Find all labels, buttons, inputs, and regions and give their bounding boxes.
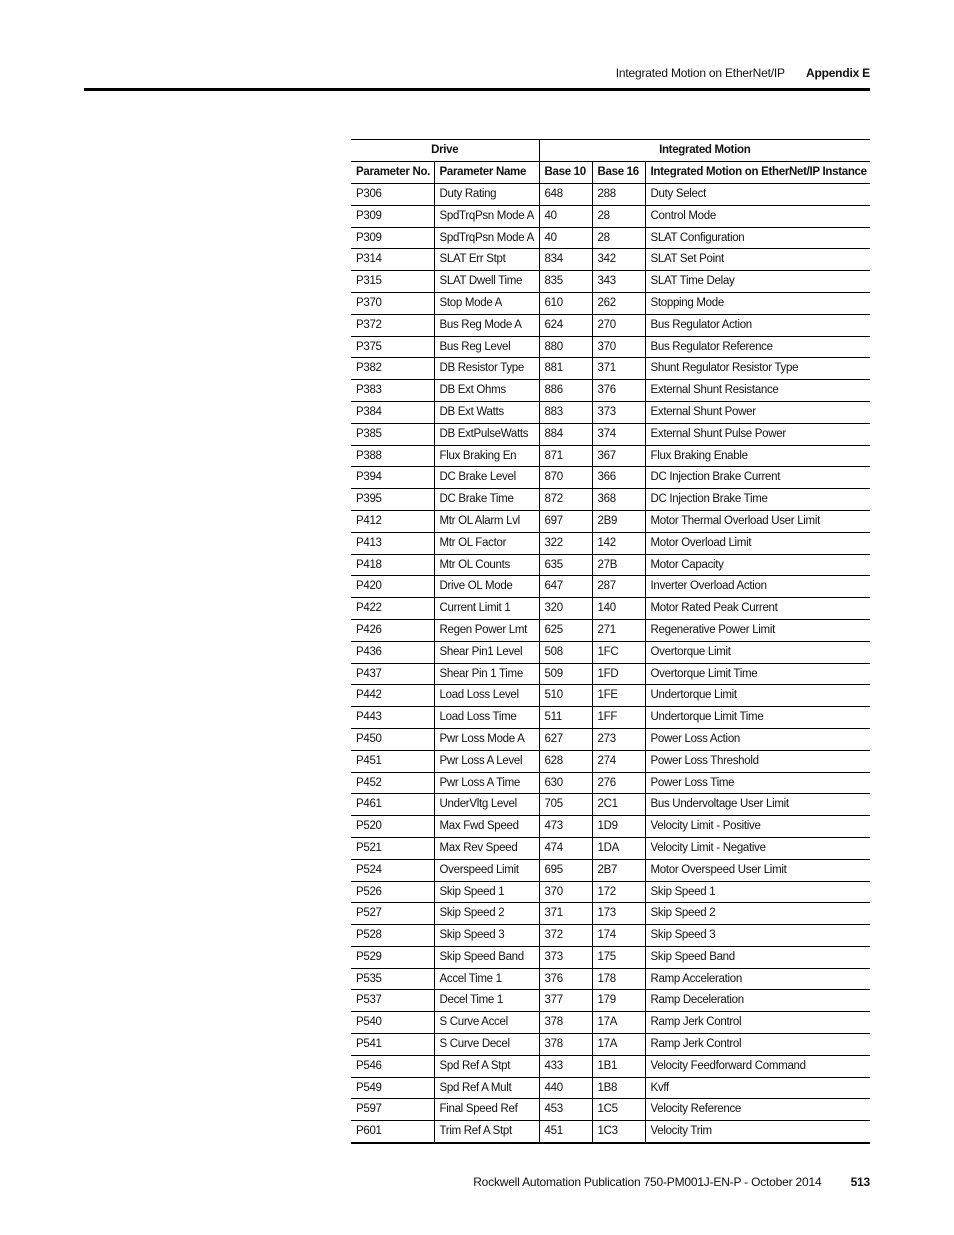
base10-cell: 371 xyxy=(539,903,592,925)
param-name-cell: S Curve Decel xyxy=(434,1034,539,1056)
table-row xyxy=(351,271,870,293)
param-name-cell: Mtr OL Factor xyxy=(434,532,539,554)
param-name-cell: SLAT Dwell Time xyxy=(434,271,539,293)
table-row xyxy=(351,314,870,336)
base10-cell: 440 xyxy=(539,1077,592,1099)
base16-cell: 17A xyxy=(592,1034,645,1056)
base10-cell: 508 xyxy=(539,641,592,663)
base16-cell: 1FE xyxy=(592,685,645,707)
base10-cell: 871 xyxy=(539,445,592,467)
base10-cell: 886 xyxy=(539,380,592,402)
instance-cell: External Shunt Power xyxy=(645,401,870,423)
param-no-cell: P315 xyxy=(351,271,434,293)
instance-cell: Ramp Deceleration xyxy=(645,990,870,1012)
base10-cell: 880 xyxy=(539,336,592,358)
param-name-cell: Max Fwd Speed xyxy=(434,816,539,838)
base10-cell: 373 xyxy=(539,946,592,968)
param-no-cell: P597 xyxy=(351,1099,434,1121)
param-name-cell: Flux Braking En xyxy=(434,445,539,467)
base10-cell: 627 xyxy=(539,728,592,750)
param-no-cell: P395 xyxy=(351,489,434,511)
table-row xyxy=(351,707,870,729)
instance-cell: Kvff xyxy=(645,1077,870,1099)
table-row xyxy=(351,401,870,423)
instance-cell: Control Mode xyxy=(645,205,870,227)
param-no-cell: P535 xyxy=(351,968,434,990)
param-no-cell: P546 xyxy=(351,1055,434,1077)
base10-cell: 835 xyxy=(539,271,592,293)
group-header-drive: Drive xyxy=(351,140,539,162)
table-row xyxy=(351,205,870,227)
param-name-cell: UnderVltg Level xyxy=(434,794,539,816)
base10-cell: 624 xyxy=(539,314,592,336)
base10-cell: 511 xyxy=(539,707,592,729)
base16-cell: 366 xyxy=(592,467,645,489)
base16-cell: 27B xyxy=(592,554,645,576)
param-name-cell: Shear Pin 1 Time xyxy=(434,663,539,685)
param-name-cell: Skip Speed 2 xyxy=(434,903,539,925)
instance-cell: Skip Speed 2 xyxy=(645,903,870,925)
instance-cell: Power Loss Threshold xyxy=(645,750,870,772)
param-no-cell: P526 xyxy=(351,881,434,903)
base16-cell: 1FD xyxy=(592,663,645,685)
base10-cell: 322 xyxy=(539,532,592,554)
base16-cell: 1DA xyxy=(592,837,645,859)
base10-cell: 647 xyxy=(539,576,592,598)
base10-cell: 376 xyxy=(539,968,592,990)
base10-cell: 320 xyxy=(539,598,592,620)
table-row xyxy=(351,772,870,794)
param-no-cell: P521 xyxy=(351,837,434,859)
base10-cell: 377 xyxy=(539,990,592,1012)
base10-cell: 433 xyxy=(539,1055,592,1077)
param-no-cell: P520 xyxy=(351,816,434,838)
base16-cell: 1D9 xyxy=(592,816,645,838)
param-no-cell: P418 xyxy=(351,554,434,576)
instance-cell: Flux Braking Enable xyxy=(645,445,870,467)
base10-cell: 378 xyxy=(539,1012,592,1034)
param-name-cell: Load Loss Level xyxy=(434,685,539,707)
param-no-cell: P450 xyxy=(351,728,434,750)
table-row xyxy=(351,816,870,838)
param-no-cell: P436 xyxy=(351,641,434,663)
base10-cell: 635 xyxy=(539,554,592,576)
table-row xyxy=(351,249,870,271)
column-header-base-16: Base 16 xyxy=(592,162,645,184)
base10-cell: 474 xyxy=(539,837,592,859)
base16-cell: 2B9 xyxy=(592,510,645,532)
instance-cell: Velocity Limit - Positive xyxy=(645,816,870,838)
table-row xyxy=(351,641,870,663)
base10-cell: 510 xyxy=(539,685,592,707)
table-row xyxy=(351,750,870,772)
base16-cell: 368 xyxy=(592,489,645,511)
param-name-cell: Skip Speed 1 xyxy=(434,881,539,903)
param-no-cell: P549 xyxy=(351,1077,434,1099)
page-number: 513 xyxy=(850,1175,870,1189)
instance-cell: Shunt Regulator Resistor Type xyxy=(645,358,870,380)
base10-cell: 453 xyxy=(539,1099,592,1121)
param-no-cell: P383 xyxy=(351,380,434,402)
base10-cell: 872 xyxy=(539,489,592,511)
instance-cell: Motor Capacity xyxy=(645,554,870,576)
instance-cell: Bus Regulator Action xyxy=(645,314,870,336)
param-no-cell: P437 xyxy=(351,663,434,685)
instance-cell: Skip Speed Band xyxy=(645,946,870,968)
base16-cell: 287 xyxy=(592,576,645,598)
param-no-cell: P443 xyxy=(351,707,434,729)
base10-cell: 372 xyxy=(539,925,592,947)
param-no-cell: P524 xyxy=(351,859,434,881)
param-no-cell: P442 xyxy=(351,685,434,707)
table-row xyxy=(351,837,870,859)
table-row xyxy=(351,184,870,206)
param-no-cell: P452 xyxy=(351,772,434,794)
column-header-parameter-name: Parameter Name xyxy=(434,162,539,184)
param-no-cell: P372 xyxy=(351,314,434,336)
page-header xyxy=(616,66,870,80)
param-name-cell: Stop Mode A xyxy=(434,292,539,314)
param-name-cell: DB Ext Watts xyxy=(434,401,539,423)
column-header-row xyxy=(351,162,870,184)
chapter-title: Integrated Motion on EtherNet/IP xyxy=(615,66,785,80)
page-footer xyxy=(473,1175,870,1189)
param-name-cell: Shear Pin1 Level xyxy=(434,641,539,663)
base16-cell: 172 xyxy=(592,881,645,903)
table-row xyxy=(351,619,870,641)
base10-cell: 884 xyxy=(539,423,592,445)
param-name-cell: Mtr OL Alarm Lvl xyxy=(434,510,539,532)
column-header-base-10: Base 10 xyxy=(539,162,592,184)
table-row xyxy=(351,292,870,314)
base16-cell: 1FF xyxy=(592,707,645,729)
param-no-cell: P375 xyxy=(351,336,434,358)
param-name-cell: Spd Ref A Mult xyxy=(434,1077,539,1099)
param-no-cell: P370 xyxy=(351,292,434,314)
base16-cell: 371 xyxy=(592,358,645,380)
param-no-cell: P422 xyxy=(351,598,434,620)
param-name-cell: Regen Power Lmt xyxy=(434,619,539,641)
param-no-cell: P384 xyxy=(351,401,434,423)
param-name-cell: Pwr Loss A Level xyxy=(434,750,539,772)
param-name-cell: Decel Time 1 xyxy=(434,990,539,1012)
table-row xyxy=(351,510,870,532)
param-no-cell: P309 xyxy=(351,205,434,227)
base10-cell: 705 xyxy=(539,794,592,816)
instance-cell: Bus Regulator Reference xyxy=(645,336,870,358)
instance-cell: Duty Select xyxy=(645,184,870,206)
base10-cell: 628 xyxy=(539,750,592,772)
param-no-cell: P394 xyxy=(351,467,434,489)
table-row xyxy=(351,598,870,620)
instance-cell: Ramp Jerk Control xyxy=(645,1034,870,1056)
param-name-cell: DC Brake Time xyxy=(434,489,539,511)
base16-cell: 270 xyxy=(592,314,645,336)
base16-cell: 342 xyxy=(592,249,645,271)
table-row xyxy=(351,1012,870,1034)
base10-cell: 451 xyxy=(539,1121,592,1143)
param-no-cell: P382 xyxy=(351,358,434,380)
table-row xyxy=(351,380,870,402)
table-row xyxy=(351,1099,870,1121)
param-no-cell: P461 xyxy=(351,794,434,816)
base16-cell: 370 xyxy=(592,336,645,358)
table-row xyxy=(351,968,870,990)
instance-cell: Undertorque Limit Time xyxy=(645,707,870,729)
table-row xyxy=(351,794,870,816)
instance-cell: Regenerative Power Limit xyxy=(645,619,870,641)
table-row xyxy=(351,467,870,489)
base16-cell: 276 xyxy=(592,772,645,794)
table-row xyxy=(351,358,870,380)
instance-cell: External Shunt Resistance xyxy=(645,380,870,402)
table-row xyxy=(351,903,870,925)
param-name-cell: S Curve Accel xyxy=(434,1012,539,1034)
param-name-cell: SLAT Err Stpt xyxy=(434,249,539,271)
param-no-cell: P537 xyxy=(351,990,434,1012)
table-row xyxy=(351,576,870,598)
base10-cell: 509 xyxy=(539,663,592,685)
base16-cell: 173 xyxy=(592,903,645,925)
appendix-label: Appendix E xyxy=(805,66,870,80)
base16-cell: 2B7 xyxy=(592,859,645,881)
parameter-mapping-table xyxy=(351,139,870,1144)
table-row xyxy=(351,423,870,445)
base16-cell: 374 xyxy=(592,423,645,445)
instance-cell: Skip Speed 1 xyxy=(645,881,870,903)
param-name-cell: DB Resistor Type xyxy=(434,358,539,380)
table-row xyxy=(351,1077,870,1099)
table-row xyxy=(351,1055,870,1077)
param-name-cell: Pwr Loss A Time xyxy=(434,772,539,794)
table-row xyxy=(351,532,870,554)
base16-cell: 274 xyxy=(592,750,645,772)
table-row xyxy=(351,227,870,249)
base16-cell: 367 xyxy=(592,445,645,467)
base16-cell: 343 xyxy=(592,271,645,293)
instance-cell: Stopping Mode xyxy=(645,292,870,314)
base10-cell: 648 xyxy=(539,184,592,206)
instance-cell: Motor Rated Peak Current xyxy=(645,598,870,620)
param-name-cell: DB Ext Ohms xyxy=(434,380,539,402)
publication-info: Rockwell Automation Publication 750-PM001J-EN-P - October 2014 xyxy=(473,1175,822,1189)
base16-cell: 262 xyxy=(592,292,645,314)
param-name-cell: Current Limit 1 xyxy=(434,598,539,620)
table-row xyxy=(351,1121,870,1143)
param-name-cell: DB ExtPulseWatts xyxy=(434,423,539,445)
param-no-cell: P314 xyxy=(351,249,434,271)
base16-cell: 28 xyxy=(592,227,645,249)
base10-cell: 370 xyxy=(539,881,592,903)
base16-cell: 288 xyxy=(592,184,645,206)
base16-cell: 273 xyxy=(592,728,645,750)
instance-cell: Overtorque Limit Time xyxy=(645,663,870,685)
base10-cell: 695 xyxy=(539,859,592,881)
param-name-cell: Max Rev Speed xyxy=(434,837,539,859)
instance-cell: SLAT Set Point xyxy=(645,249,870,271)
base10-cell: 883 xyxy=(539,401,592,423)
table-row xyxy=(351,336,870,358)
base10-cell: 40 xyxy=(539,205,592,227)
instance-cell: Velocity Trim xyxy=(645,1121,870,1143)
base16-cell: 1B1 xyxy=(592,1055,645,1077)
table-body xyxy=(351,184,870,1144)
instance-cell: External Shunt Pulse Power xyxy=(645,423,870,445)
instance-cell: Power Loss Action xyxy=(645,728,870,750)
param-name-cell: Overspeed Limit xyxy=(434,859,539,881)
param-name-cell: Trim Ref A Stpt xyxy=(434,1121,539,1143)
instance-cell: Velocity Reference xyxy=(645,1099,870,1121)
param-no-cell: P529 xyxy=(351,946,434,968)
param-name-cell: Duty Rating xyxy=(434,184,539,206)
param-no-cell: P385 xyxy=(351,423,434,445)
base10-cell: 834 xyxy=(539,249,592,271)
table-row xyxy=(351,728,870,750)
table-row xyxy=(351,925,870,947)
table-row xyxy=(351,990,870,1012)
base10-cell: 697 xyxy=(539,510,592,532)
base16-cell: 142 xyxy=(592,532,645,554)
param-no-cell: P412 xyxy=(351,510,434,532)
base10-cell: 610 xyxy=(539,292,592,314)
base16-cell: 1B8 xyxy=(592,1077,645,1099)
base16-cell: 376 xyxy=(592,380,645,402)
param-name-cell: Spd Ref A Stpt xyxy=(434,1055,539,1077)
base16-cell: 2C1 xyxy=(592,794,645,816)
base16-cell: 28 xyxy=(592,205,645,227)
param-name-cell: Mtr OL Counts xyxy=(434,554,539,576)
instance-cell: Skip Speed 3 xyxy=(645,925,870,947)
instance-cell: Overtorque Limit xyxy=(645,641,870,663)
table-row xyxy=(351,1034,870,1056)
param-name-cell: SpdTrqPsn Mode A xyxy=(434,205,539,227)
param-no-cell: P388 xyxy=(351,445,434,467)
base16-cell: 373 xyxy=(592,401,645,423)
base16-cell: 1C3 xyxy=(592,1121,645,1143)
instance-cell: Bus Undervoltage User Limit xyxy=(645,794,870,816)
instance-cell: Velocity Limit - Negative xyxy=(645,837,870,859)
instance-cell: Velocity Feedforward Command xyxy=(645,1055,870,1077)
param-name-cell: Skip Speed 3 xyxy=(434,925,539,947)
param-name-cell: Skip Speed Band xyxy=(434,946,539,968)
base10-cell: 378 xyxy=(539,1034,592,1056)
base10-cell: 870 xyxy=(539,467,592,489)
param-name-cell: Load Loss Time xyxy=(434,707,539,729)
base10-cell: 881 xyxy=(539,358,592,380)
base16-cell: 179 xyxy=(592,990,645,1012)
header-rule xyxy=(84,88,870,91)
instance-cell: Undertorque Limit xyxy=(645,685,870,707)
param-name-cell: Bus Reg Level xyxy=(434,336,539,358)
instance-cell: Ramp Acceleration xyxy=(645,968,870,990)
instance-cell: Motor Overspeed User Limit xyxy=(645,859,870,881)
param-no-cell: P528 xyxy=(351,925,434,947)
instance-cell: Inverter Overload Action xyxy=(645,576,870,598)
param-name-cell: Final Speed Ref xyxy=(434,1099,539,1121)
param-no-cell: P420 xyxy=(351,576,434,598)
base16-cell: 178 xyxy=(592,968,645,990)
base16-cell: 271 xyxy=(592,619,645,641)
param-no-cell: P451 xyxy=(351,750,434,772)
param-no-cell: P413 xyxy=(351,532,434,554)
table-row xyxy=(351,881,870,903)
instance-cell: Motor Thermal Overload User Limit xyxy=(645,510,870,532)
base10-cell: 40 xyxy=(539,227,592,249)
param-no-cell: P540 xyxy=(351,1012,434,1034)
instance-cell: DC Injection Brake Current xyxy=(645,467,870,489)
param-name-cell: Accel Time 1 xyxy=(434,968,539,990)
table-row xyxy=(351,663,870,685)
param-name-cell: DC Brake Level xyxy=(434,467,539,489)
instance-cell: Power Loss Time xyxy=(645,772,870,794)
base16-cell: 17A xyxy=(592,1012,645,1034)
param-no-cell: P601 xyxy=(351,1121,434,1143)
base16-cell: 140 xyxy=(592,598,645,620)
instance-cell: Ramp Jerk Control xyxy=(645,1012,870,1034)
param-name-cell: Drive OL Mode xyxy=(434,576,539,598)
column-header-parameter-no: Parameter No. xyxy=(351,162,434,184)
base10-cell: 630 xyxy=(539,772,592,794)
column-header-instance: Integrated Motion on EtherNet/IP Instance xyxy=(645,162,870,184)
instance-cell: DC Injection Brake Time xyxy=(645,489,870,511)
base10-cell: 473 xyxy=(539,816,592,838)
table-row xyxy=(351,445,870,467)
param-name-cell: Pwr Loss Mode A xyxy=(434,728,539,750)
param-no-cell: P527 xyxy=(351,903,434,925)
instance-cell: SLAT Configuration xyxy=(645,227,870,249)
instance-cell: Motor Overload Limit xyxy=(645,532,870,554)
group-header-integrated-motion: Integrated Motion xyxy=(539,140,870,162)
base10-cell: 625 xyxy=(539,619,592,641)
param-name-cell: Bus Reg Mode A xyxy=(434,314,539,336)
param-no-cell: P426 xyxy=(351,619,434,641)
instance-cell: SLAT Time Delay xyxy=(645,271,870,293)
base16-cell: 175 xyxy=(592,946,645,968)
base16-cell: 1FC xyxy=(592,641,645,663)
param-no-cell: P541 xyxy=(351,1034,434,1056)
base16-cell: 1C5 xyxy=(592,1099,645,1121)
group-header-row xyxy=(351,140,870,162)
table-row xyxy=(351,685,870,707)
param-no-cell: P309 xyxy=(351,227,434,249)
param-no-cell: P306 xyxy=(351,184,434,206)
table-row xyxy=(351,489,870,511)
base16-cell: 174 xyxy=(592,925,645,947)
table-row xyxy=(351,554,870,576)
table-row xyxy=(351,946,870,968)
table-row xyxy=(351,859,870,881)
param-name-cell: SpdTrqPsn Mode A xyxy=(434,227,539,249)
